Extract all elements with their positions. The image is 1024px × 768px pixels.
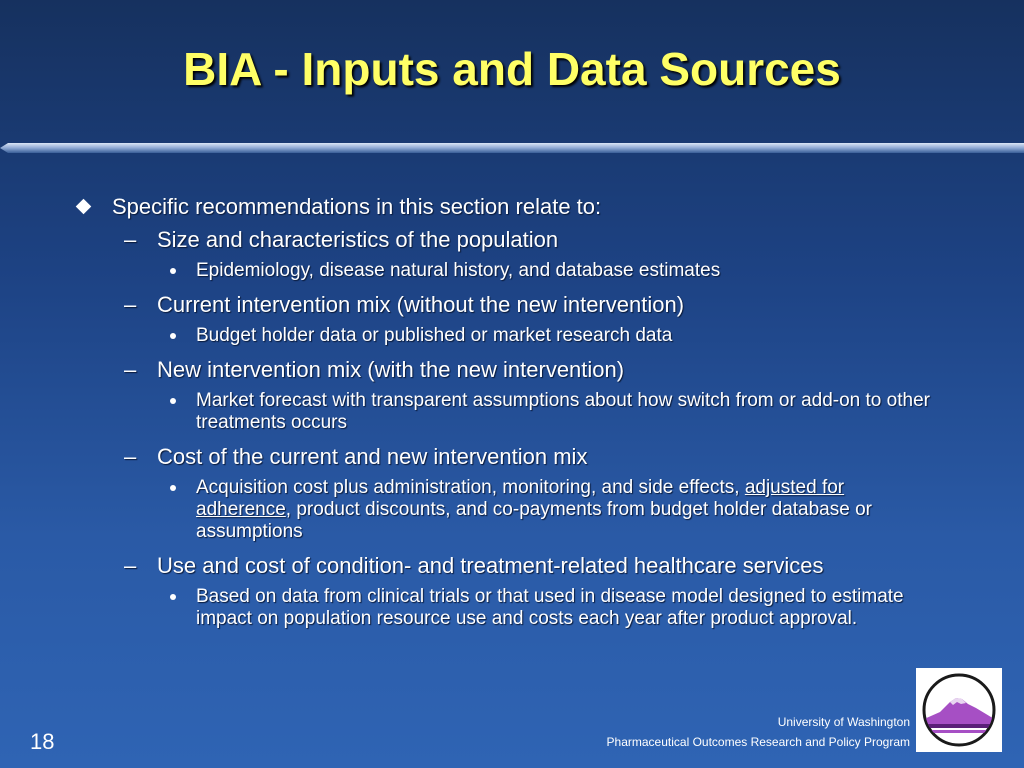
diamond-bullet-icon	[76, 199, 92, 215]
slide-title: BIA - Inputs and Data Sources	[183, 43, 841, 95]
dash-marker: –	[124, 292, 137, 317]
detail-text: Budget holder data or published or market research data	[196, 325, 673, 346]
dot-bullet-icon	[170, 333, 176, 339]
detail-text-pre: Acquisition cost plus administration, monitoring, and side effects,	[196, 477, 745, 498]
detail-text-post: , product discounts, and co-payments from budget holder database or assumptions	[196, 499, 872, 542]
detail-text: Market forecast with transparent assumptions about how switch from or add-on to other treatments occurs	[196, 390, 930, 433]
dash-marker: –	[124, 553, 137, 578]
subbullet-text: Size and characteristics of the population	[157, 227, 559, 252]
subbullet-population	[70, 225, 970, 254]
detail-healthcare-use	[70, 586, 970, 630]
page-number: 18	[30, 729, 55, 754]
subbullet-text: New intervention mix (with the new intervention)	[157, 357, 625, 382]
subbullet-text: Use and cost of condition- and treatment-related healthcare services	[157, 553, 824, 578]
subbullet-text: Cost of the current and new intervention mix	[157, 444, 588, 469]
title-divider	[0, 143, 1024, 153]
dot-bullet-icon	[170, 398, 176, 404]
detail-new-mix	[70, 390, 970, 434]
footer-program: Pharmaceutical Outcomes Research and Policy Program	[606, 735, 910, 749]
detail-text: Based on data from clinical trials or that used in disease model designed to estimate impact on population resource use and costs each year after product approval.	[196, 586, 904, 629]
university-logo	[916, 668, 1002, 752]
bullet-level1	[70, 192, 970, 222]
detail-text: Epidemiology, disease natural history, and database estimates	[196, 260, 721, 281]
dot-bullet-icon	[170, 485, 176, 491]
subbullet-new-mix	[70, 355, 970, 384]
subbullet-healthcare-use	[70, 551, 970, 580]
footer-university: University of Washington	[777, 715, 910, 729]
slide-body	[70, 192, 970, 638]
subbullet-cost	[70, 442, 970, 471]
detail-population	[70, 260, 970, 282]
adherence-link[interactable]: adjusted for adherence	[196, 477, 845, 520]
detail-cost	[70, 477, 970, 543]
dash-marker: –	[124, 227, 137, 252]
bullet-text: Specific recommendations in this section relate to:	[112, 194, 602, 219]
dot-bullet-icon	[170, 268, 176, 274]
subbullet-current-mix	[70, 290, 970, 319]
dot-bullet-icon	[170, 594, 176, 600]
detail-current-mix	[70, 325, 970, 347]
mountain-logo-icon	[916, 668, 1002, 752]
dash-marker: –	[124, 444, 137, 469]
dash-marker: –	[124, 357, 137, 382]
subbullet-text: Current intervention mix (without the new intervention)	[157, 292, 685, 317]
